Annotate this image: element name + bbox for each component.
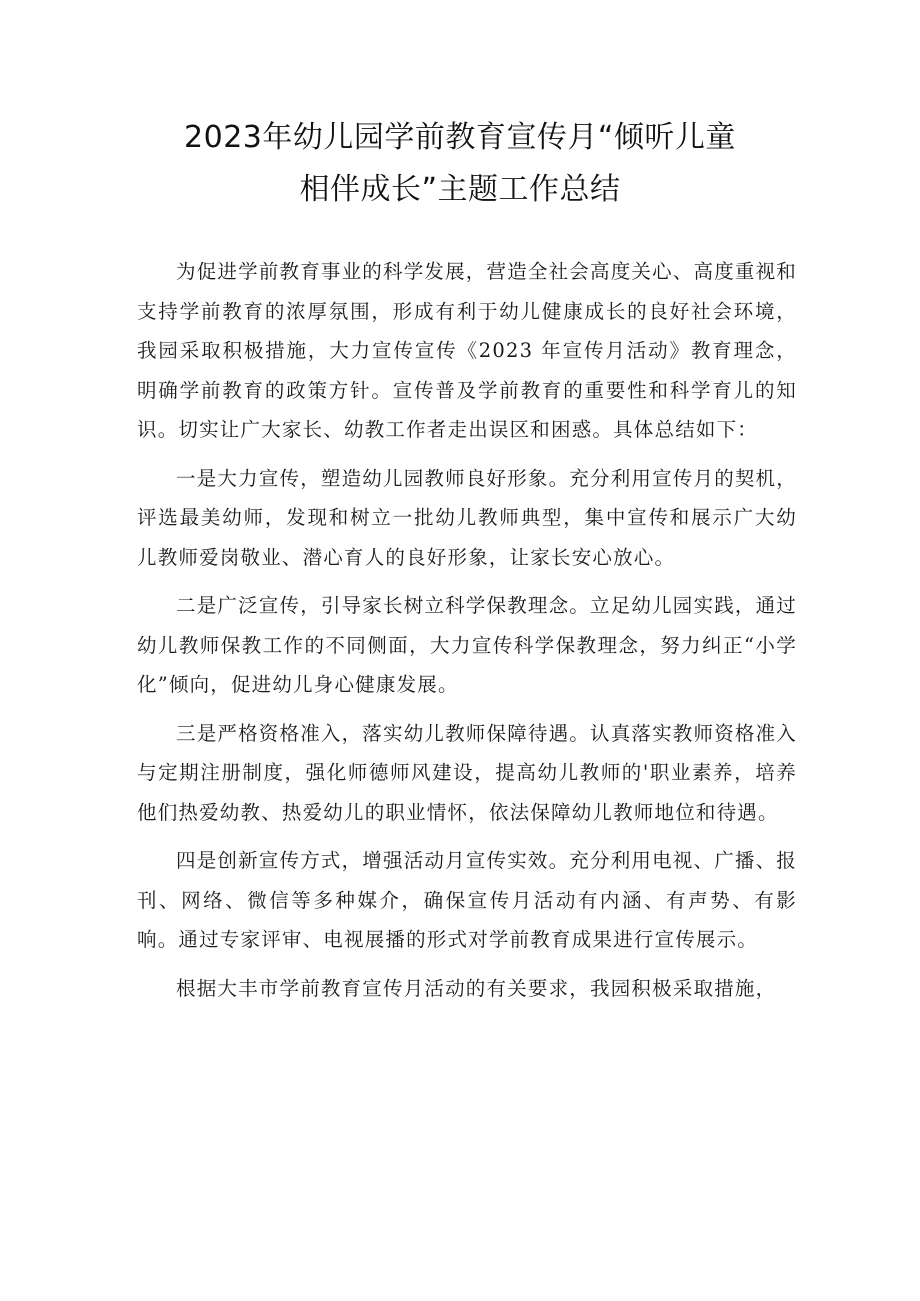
paragraph-intro: 为促进学前教育事业的科学发展，营造全社会高度关心、高度重视和支持学前教育的浓厚氛围，形成有利于幼儿健康成长的良好社会环境，我园采取积极措施，大力宣传宣传《2023 年宣传月活动》教育理念，明确学前教育的政策方针。宣传普及学前教育的重要性和科学育儿的知识。切实让广大家长、幼教工作者走出误区和困惑。具体总结如下： — [137, 260, 798, 441]
paragraph-point-2: 二是广泛宣传，引导家长树立科学保教理念。立足幼儿园实践，通过幼儿教师保教工作的不同侧面，大力宣传科学保教理念，努力纠正“小学化”倾向，促进幼儿身心健康发展。 — [137, 594, 798, 696]
paragraph-closing: 根据大丰市学前教育宣传月活动的有关要求，我园积极采取措施， — [176, 976, 777, 1000]
document-body — [137, 252, 797, 1017]
document-title — [120, 112, 800, 216]
title-line-1: 2023年幼儿园学前教育宣传月“倾听儿童 — [184, 120, 736, 155]
paragraph-point-1: 一是大力宣传，塑造幼儿园教师良好形象。充分利用宣传月的契机，评选最美幼师，发现和树立一批幼儿教师典型，集中宣传和展示广大幼儿教师爱岗敬业、潜心育人的良好形象，让家长安心放心。 — [137, 466, 798, 569]
paragraph-point-3: 三是严格资格准入，落实幼儿教师保障待遇。认真落实教师资格准入与定期注册制度，强化师德师风建设，提高幼儿教师的'职业素养，培养他们热爱幼教、热爱幼儿的职业情怀，依法保障幼儿教师地位和待遇。 — [137, 721, 798, 824]
title-line-2: 相伴成长”主题工作总结 — [299, 172, 621, 207]
paragraph-point-4: 四是创新宣传方式，增强活动月宣传实效。充分利用电视、广播、报刊、网络、微信等多种媒介，确保宣传月活动有内涵、有声势、有影响。通过专家评审、电视展播的形式对学前教育成果进行宣传展示。 — [137, 849, 798, 951]
